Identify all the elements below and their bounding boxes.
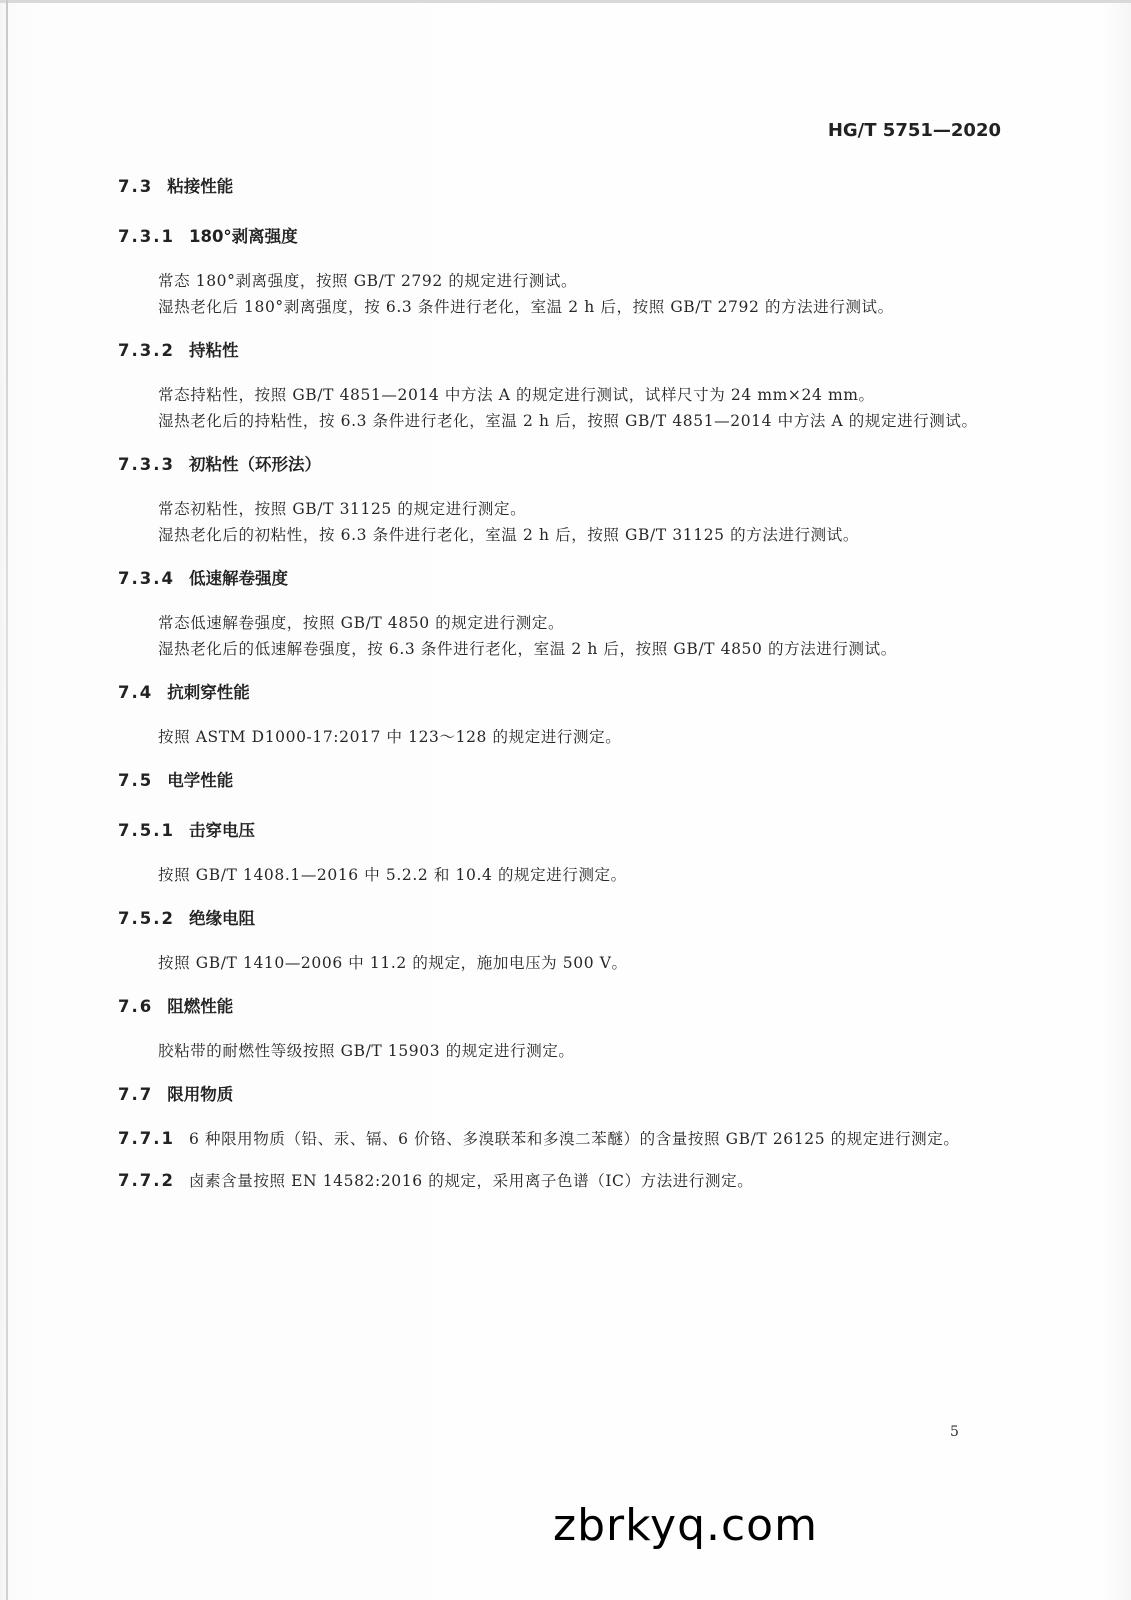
heading-title: 抗刺穿性能 [167, 683, 250, 702]
document-code: HG/T 5751—2020 [827, 120, 1001, 141]
heading-number: 7.3.1 [118, 227, 175, 246]
heading-7-3-2 [118, 336, 998, 366]
heading-7-3-3 [118, 450, 998, 480]
paragraph: 湿热老化后的持粘性，按 6.3 条件进行老化，室温 2 h 后，按照 GB/T 4851—2014 中方法 A 的规定进行测试。 [158, 412, 978, 430]
heading-7-5-2 [118, 904, 998, 934]
paragraph: 常态低速解卷强度，按照 GB/T 4850 的规定进行测定。 [158, 614, 565, 632]
paragraph: 按照 ASTM D1000-17:2017 中 123～128 的规定进行测定。 [158, 728, 622, 746]
scan-top-edge [0, 0, 1131, 3]
paragraph: 按照 GB/T 1408.1—2016 中 5.2.2 和 10.4 的规定进行测定。 [158, 866, 627, 884]
heading-title: 击穿电压 [188, 821, 255, 840]
heading-number: 7.7 [118, 1085, 154, 1104]
paragraph: 胶粘带的耐燃性等级按照 GB/T 15903 的规定进行测定。 [158, 1042, 575, 1060]
heading-7-3-4 [118, 564, 998, 594]
heading-7-6 [118, 992, 998, 1022]
page-number: 5 [950, 1424, 959, 1440]
clause-number: 7.7.2 [118, 1171, 175, 1190]
paragraph: 湿热老化后的初粘性，按 6.3 条件进行老化，室温 2 h 后，按照 GB/T 31125 的方法进行测试。 [158, 526, 859, 544]
paragraph: 常态持粘性，按照 GB/T 4851—2014 中方法 A 的规定进行测试，试样尺寸为 24 mm×24 mm。 [158, 386, 875, 404]
heading-number: 7.3.4 [118, 569, 175, 588]
clause-text: 卤素含量按照 EN 14582:2016 的规定，采用离子色谱（IC）方法进行测定。 [188, 1172, 754, 1190]
heading-7-5-1 [118, 816, 998, 846]
heading-7-5 [118, 766, 998, 796]
heading-title: 低速解卷强度 [188, 569, 288, 588]
clause-7-7-1 [118, 1126, 998, 1152]
heading-number: 7.5.1 [118, 821, 175, 840]
paragraph: 湿热老化后的低速解卷强度，按 6.3 条件进行老化，室温 2 h 后，按照 GB/T 4850 的方法进行测试。 [158, 640, 897, 658]
heading-7-7 [118, 1080, 998, 1110]
heading-title: 持粘性 [188, 341, 239, 360]
heading-title: 电学性能 [167, 771, 234, 790]
clause-number: 7.7.1 [118, 1129, 175, 1148]
heading-title: 180°剥离强度 [188, 227, 298, 246]
clause-7-7-2 [118, 1168, 998, 1194]
heading-title: 限用物质 [167, 1085, 234, 1104]
heading-number: 7.5 [118, 771, 154, 790]
content [118, 172, 998, 1194]
heading-title: 阻燃性能 [167, 997, 234, 1016]
heading-number: 7.3 [118, 177, 154, 196]
heading-number: 7.6 [118, 997, 154, 1016]
heading-number: 7.5.2 [118, 909, 175, 928]
heading-7-3 [118, 172, 998, 202]
watermark-text: zbrkyq.com [553, 1500, 818, 1551]
heading-title: 绝缘电阻 [188, 909, 255, 928]
heading-number: 7.3.2 [118, 341, 175, 360]
clause-text: 6 种限用物质（铅、汞、镉、6 价铬、多溴联苯和多溴二苯醚）的含量按照 GB/T 26125 的规定进行测定。 [188, 1130, 960, 1148]
paragraph: 常态 180°剥离强度，按照 GB/T 2792 的规定进行测试。 [158, 272, 578, 290]
paragraph: 湿热老化后 180°剥离强度，按 6.3 条件进行老化，室温 2 h 后，按照 GB/T 2792 的方法进行测试。 [158, 298, 894, 316]
heading-7-4 [118, 678, 998, 708]
paragraph: 常态初粘性，按照 GB/T 31125 的规定进行测定。 [158, 500, 527, 518]
heading-number: 7.3.3 [118, 455, 175, 474]
scan-left-edge [6, 0, 8, 1600]
heading-7-3-1 [118, 222, 998, 252]
heading-number: 7.4 [118, 683, 154, 702]
heading-title: 初粘性（环形法） [188, 455, 321, 474]
paragraph: 按照 GB/T 1410—2006 中 11.2 的规定，施加电压为 500 V。 [158, 954, 628, 972]
heading-title: 粘接性能 [167, 177, 234, 196]
